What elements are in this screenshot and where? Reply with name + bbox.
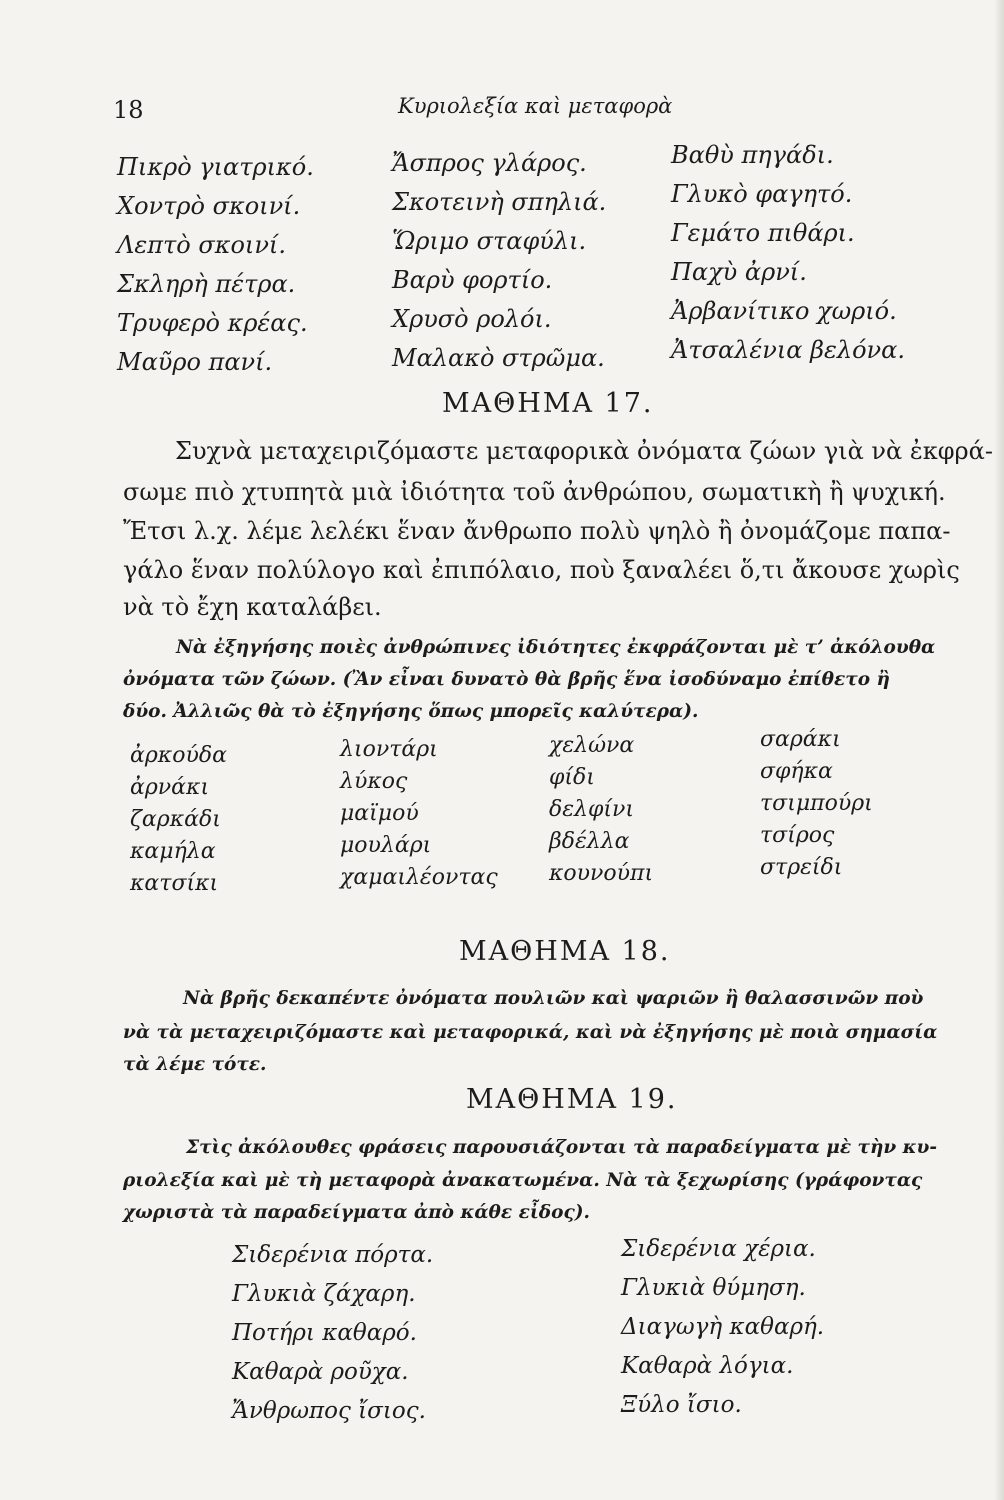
- animal-word: χελώνα: [549, 733, 635, 758]
- lesson-17-instruction-line: δύο. Ἀλλιῶς θὰ τὸ ἐξηγήσης ὅπως μπορεῖς καλύτερα).: [123, 701, 699, 722]
- pair-item: Ἄσπρος γλάρος.: [392, 149, 587, 177]
- phrase-item: Σιδερένια πόρτα.: [232, 1242, 434, 1268]
- pair-item: Ἀρβανίτικο χωριό.: [671, 297, 897, 325]
- lesson-17-text-line: νὰ τὸ ἔχη καταλάβει.: [123, 593, 382, 621]
- animal-word: βδέλλα: [549, 829, 630, 854]
- pair-item: Μαλακὸ στρῶμα.: [392, 344, 605, 372]
- pair-item: Γεμάτο πιθάρι.: [671, 219, 855, 247]
- animal-word: χαμαιλέοντας: [340, 865, 498, 890]
- animal-word: ἀρκούδα: [130, 743, 227, 768]
- lesson-19-title: ΜΑΘΗΜΑ 19.: [466, 1084, 678, 1115]
- pair-item: Σκοτεινὴ σπηλιά.: [392, 188, 607, 216]
- lesson-19-instruction-line: Στὶς ἀκόλουθες φράσεις παρουσιάζονται τὰ παραδείγματα μὲ τὴν κυ-: [186, 1137, 938, 1158]
- lesson-17-text-line: Συχνὰ μεταχειριζόμαστε μεταφορικὰ ὀνόματα ζώων γιὰ νὰ ἐκφρά-: [175, 437, 993, 465]
- animal-word: τσιμπούρι: [760, 791, 873, 816]
- animals-column-3: [549, 730, 653, 890]
- animal-word: μαϊμού: [340, 801, 419, 826]
- pair-item: Γλυκὸ φαγητό.: [671, 180, 853, 208]
- phrase-item: Ξύλο ἴσιο.: [621, 1392, 742, 1418]
- animal-word: λύκος: [340, 769, 408, 794]
- phrases-right-column: [621, 1230, 824, 1425]
- lesson-19-instruction-line: ριολεξία καὶ μὲ τὴ μεταφορὰ ἀνακατωμένα. Νὰ τὰ ξεχωρίσης (γράφοντας: [123, 1170, 923, 1191]
- pairs-column-3: [671, 136, 905, 370]
- animal-word: σαράκι: [760, 727, 841, 752]
- phrases-left-column: [232, 1236, 433, 1431]
- animals-column-1: [130, 740, 227, 900]
- pair-item: Βαρὺ φορτίο.: [392, 266, 553, 294]
- pair-item: Σκληρὴ πέτρα.: [117, 270, 296, 298]
- pair-item: Χοντρὸ σκοινί.: [117, 192, 301, 220]
- phrase-item: Γλυκιὰ θύμηση.: [621, 1275, 806, 1301]
- animal-word: τσίρος: [760, 823, 835, 848]
- running-title: Κυριολεξία καὶ μεταφορὰ: [398, 94, 673, 118]
- animal-word: καμήλα: [130, 839, 216, 864]
- phrase-item: Καθαρὰ ροῦχα.: [232, 1359, 409, 1385]
- pair-item: Χρυσὸ ρολόι.: [392, 305, 552, 333]
- animal-word: σφήκα: [760, 759, 833, 784]
- lesson-18-title: ΜΑΘΗΜΑ 18.: [459, 936, 671, 967]
- pair-item: Τρυφερὸ κρέας.: [117, 309, 308, 337]
- lesson-17-text-line: σωμε πιὸ χτυπητὰ μιὰ ἰδιότητα τοῦ ἀνθρώπου, σωματικὴ ἢ ψυχική.: [123, 478, 946, 506]
- animal-word: κουνούπι: [549, 861, 654, 886]
- pair-item: Ὥριμο σταφύλι.: [392, 227, 587, 255]
- pair-item: Παχὺ ἀρνί.: [671, 258, 807, 286]
- pair-item: Βαθὺ πηγάδι.: [671, 141, 834, 169]
- animal-word: ἀρνάκι: [130, 775, 210, 800]
- animal-word: λιοντάρι: [340, 737, 438, 762]
- pair-item: Ἀτσαλένια βελόνα.: [671, 336, 905, 364]
- pairs-column-1: [117, 148, 314, 382]
- phrase-item: Γλυκιὰ ζάχαρη.: [232, 1281, 416, 1307]
- lesson-17-instruction-line: Νὰ ἐξηγήσης ποιὲς ἀνθρώπινες ἰδιότητες ἐκφράζονται μὲ τ’ ἀκόλουθα: [176, 637, 936, 658]
- lesson-17-instruction-line: ὀνόματα τῶν ζώων. (Ἂν εἶναι δυνατὸ θὰ βρῆς ἕνα ἰσοδύναμο ἐπίθετο ἢ: [123, 669, 890, 690]
- lesson-18-instruction-line: νὰ τὰ μεταχειριζόμαστε καὶ μεταφορικά, καὶ νὰ ἐξηγήσης μὲ ποιὰ σημασία: [123, 1022, 938, 1043]
- pair-item: Λεπτὸ σκοινί.: [117, 231, 286, 259]
- phrase-item: Καθαρὰ λόγια.: [621, 1353, 794, 1379]
- animals-column-4: [760, 724, 873, 884]
- lesson-17-text-line: γάλο ἕναν πολύλογο καὶ ἐπιπόλαιο, ποὺ ξαναλέει ὅ,τι ἄκουσε χωρὶς: [123, 556, 960, 584]
- animals-column-2: [340, 734, 498, 894]
- lesson-19-instruction-line: χωριστὰ τὰ παραδείγματα ἀπὸ κάθε εἶδος).: [123, 1202, 590, 1223]
- pairs-column-2: [392, 144, 606, 378]
- lesson-17-title: ΜΑΘΗΜΑ 17.: [442, 388, 654, 419]
- phrase-item: Ποτήρι καθαρό.: [232, 1320, 417, 1346]
- animal-word: δελφίνι: [549, 797, 635, 822]
- page-number: 18: [113, 96, 144, 124]
- page-edge-shadow: [994, 0, 1004, 1500]
- lesson-18-instruction-line: τὰ λέμε τότε.: [123, 1054, 267, 1075]
- pair-item: Πικρὸ γιατρικό.: [117, 153, 314, 181]
- phrase-item: Διαγωγὴ καθαρή.: [621, 1314, 825, 1340]
- animal-word: στρείδι: [760, 855, 843, 880]
- phrase-item: Σιδερένια χέρια.: [621, 1236, 816, 1262]
- phrase-item: Ἄνθρωπος ἴσιος.: [232, 1398, 426, 1424]
- lesson-18-instruction-line: Νὰ βρῆς δεκαπέντε ὀνόματα πουλιῶν καὶ ψαριῶν ἢ θαλασσινῶν ποὺ: [183, 988, 924, 1009]
- lesson-17-text-line: Ἔτσι λ.χ. λέμε λελέκι ἕναν ἄνθρωπο πολὺ ψηλὸ ἢ ὀνομάζομε παπα-: [123, 517, 951, 545]
- pair-item: Μαῦρο πανί.: [117, 348, 273, 376]
- animal-word: φίδι: [549, 765, 595, 790]
- animal-word: ζαρκάδι: [130, 807, 221, 832]
- animal-word: μουλάρι: [340, 833, 432, 858]
- animal-word: κατσίκι: [130, 871, 219, 896]
